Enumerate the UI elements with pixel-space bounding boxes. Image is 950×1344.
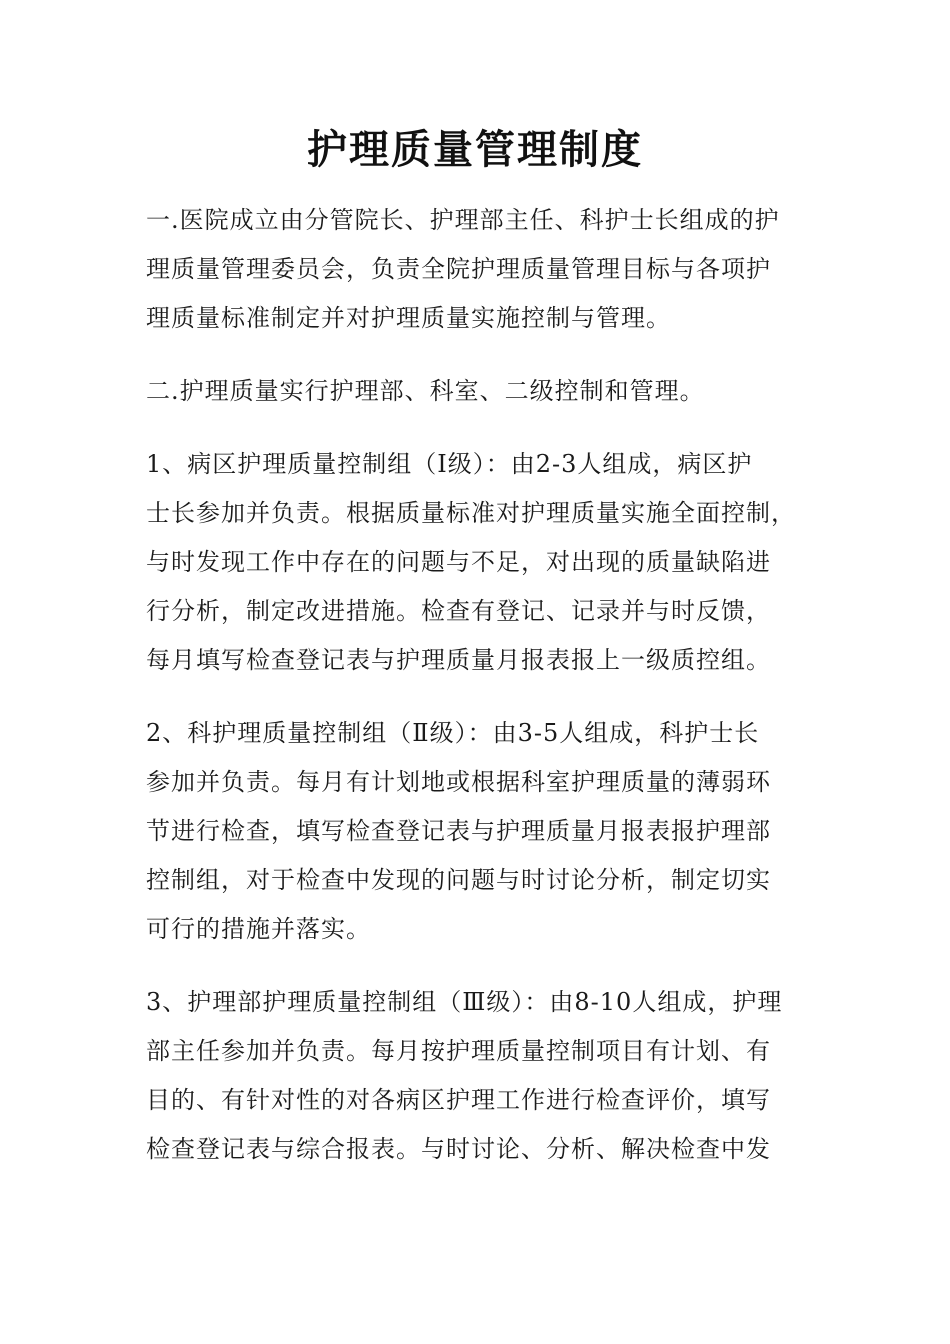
page-title: 护理质量管理制度 xyxy=(307,127,643,173)
text-line: 二.护理质量实行护理部、科室、二级控制和管理。 xyxy=(146,377,705,405)
text-line: 可行的措施并落实。 xyxy=(146,915,371,943)
text-line: 行分析，制定改进措施。检查有登记、记录并与时反馈， xyxy=(146,597,771,625)
paragraph-level-3 xyxy=(146,978,816,1174)
text-line: 节进行检查，填写检查登记表与护理质量月报表报护理部 xyxy=(146,817,771,845)
text-line: 理质量管理委员会，负责全院护理质量管理目标与各项护 xyxy=(146,255,771,283)
text-line: 控制组，对于检查中发现的问题与时讨论分析，制定切实 xyxy=(146,866,771,894)
text-line: 每月填写检查登记表与护理质量月报表报上一级质控组。 xyxy=(146,646,771,674)
text-line: 与时发现工作中存在的问题与不足，对出现的质量缺陷进 xyxy=(146,548,771,576)
text-line: 部主任参加并负责。每月按护理质量控制项目有计划、有 xyxy=(146,1037,771,1065)
text-line: 一.医院成立由分管院长、护理部主任、科护士长组成的护 xyxy=(146,206,780,234)
text-line: 2、科护理质量控制组（Ⅱ级）：由3-5人组成，科护士长 xyxy=(146,719,760,747)
paragraph-level-1 xyxy=(146,440,816,685)
text-line: 目的、有针对性的对各病区护理工作进行检查评价，填写 xyxy=(146,1086,771,1114)
paragraph-control-levels xyxy=(146,367,816,416)
text-line: 士长参加并负责。根据质量标准对护理质量实施全面控制， xyxy=(146,499,796,527)
text-line: 检查登记表与综合报表。与时讨论、分析、解决检查中发 xyxy=(146,1135,771,1163)
text-line: 参加并负责。每月有计划地或根据科室护理质量的薄弱环 xyxy=(146,768,771,796)
text-line: 1、病区护理质量控制组（Ⅰ级）：由2-3人组成，病区护 xyxy=(146,450,753,478)
document-body xyxy=(146,196,816,1198)
text-line: 3、护理部护理质量控制组（Ⅲ级）：由8-10人组成，护理 xyxy=(146,988,783,1016)
paragraph-level-2 xyxy=(146,709,816,954)
paragraph-committee xyxy=(146,196,816,343)
text-line: 理质量标准制定并对护理质量实施控制与管理。 xyxy=(146,304,671,332)
